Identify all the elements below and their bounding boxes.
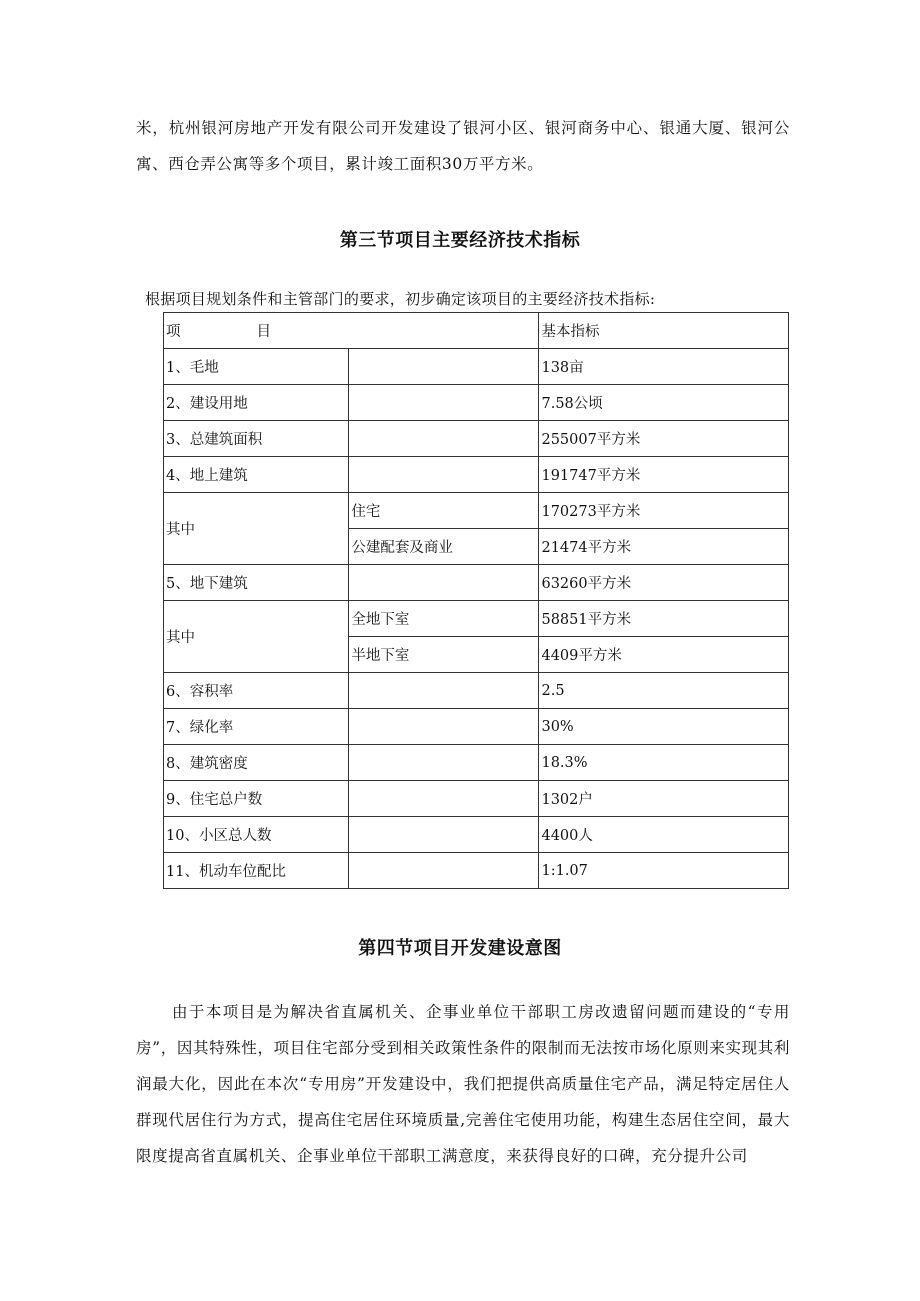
design-intent-paragraph: 由于本项目是为解决省直属机关、企事业单位干部职工房改遗留问题而建设的“专用房”，因其特殊性，项目住宅部分受到相关政策性条件的限制而无法按市场化原则来实现其利润最大化，因此在本次“专用房”开发建设中，我们把提供高质量住宅产品，满足特定居住人群现代居住行为方式，提高住宅居住环境质量,完善住宅使用功能，构建生态居住空间，最大限度提高省直属机关、企事业单位干部职工满意度，来获得良好的口碑，充分提升公司: [136, 1003, 790, 1165]
table-row: [164, 349, 789, 385]
row-empty-cell: [349, 565, 539, 601]
row-item-cell: 5、地下建筑: [164, 565, 349, 601]
row-item-cell: 6、容积率: [164, 673, 349, 709]
sub-item-cell: 公建配套及商业: [349, 529, 539, 565]
row-value-cell: 18.3%: [539, 745, 789, 781]
table-row: [164, 457, 789, 493]
table-row: [164, 781, 789, 817]
row-empty-cell: [349, 421, 539, 457]
table-header-row: [164, 313, 789, 349]
indicators-table: [163, 312, 789, 889]
row-value-cell: 255007平方米: [539, 421, 789, 457]
table-row: [164, 853, 789, 889]
table-intro-text: 根据项目规划条件和主管部门的要求，初步确定该项目的主要经济技术指标:: [145, 290, 656, 308]
row-empty-cell: [349, 349, 539, 385]
table-row: [164, 565, 789, 601]
table-row: [164, 493, 789, 529]
header-value-cell: 基本指标: [539, 313, 789, 349]
intro-paragraph: 米，杭州银河房地产开发有限公司开发建设了银河小区、银河商务中心、银通大厦、银河公寓、西仓弄公寓等多个项目，累计竣工面积30万平方米。: [136, 119, 790, 173]
header-item-cell: [164, 313, 539, 349]
row-empty-cell: [349, 745, 539, 781]
row-item-cell: 10、小区总人数: [164, 817, 349, 853]
table-row: [164, 385, 789, 421]
row-empty-cell: [349, 673, 539, 709]
row-value-cell: 63260平方米: [539, 565, 789, 601]
row-value-cell: 170273平方米: [539, 493, 789, 529]
row-empty-cell: [349, 853, 539, 889]
row-value-cell: 191747平方米: [539, 457, 789, 493]
row-value-cell: 4400人: [539, 817, 789, 853]
table-row: [164, 817, 789, 853]
row-empty-cell: [349, 709, 539, 745]
row-item-cell: 8、建筑密度: [164, 745, 349, 781]
section-3-heading: 第三节项目主要经济技术指标: [339, 230, 581, 251]
row-item-cell: 9、住宅总户数: [164, 781, 349, 817]
row-value-cell: 58851平方米: [539, 601, 789, 637]
row-value-cell: 1:1.07: [539, 853, 789, 889]
header-item-char-1: 项: [166, 324, 181, 340]
row-item-cell: 2、建设用地: [164, 385, 349, 421]
row-item-cell: 4、地上建筑: [164, 457, 349, 493]
group-label-cell: 其中: [164, 493, 349, 565]
row-value-cell: 30%: [539, 709, 789, 745]
row-value-cell: 2.5: [539, 673, 789, 709]
section-4-heading: 第四节项目开发建设意图: [358, 938, 562, 959]
row-empty-cell: [349, 457, 539, 493]
row-value-cell: 1302户: [539, 781, 789, 817]
table-row: [164, 673, 789, 709]
row-empty-cell: [349, 385, 539, 421]
group-label-cell: 其中: [164, 601, 349, 673]
row-item-cell: 7、绿化率: [164, 709, 349, 745]
table-row: [164, 745, 789, 781]
sub-item-cell: 全地下室: [349, 601, 539, 637]
table-row: [164, 421, 789, 457]
row-item-cell: 1、毛地: [164, 349, 349, 385]
row-value-cell: 138亩: [539, 349, 789, 385]
row-value-cell: 4409平方米: [539, 637, 789, 673]
header-item-char-2: 目: [256, 324, 271, 340]
row-item-cell: 11、机动车位配比: [164, 853, 349, 889]
table-row: [164, 709, 789, 745]
sub-item-cell: 住宅: [349, 493, 539, 529]
row-value-cell: 7.58公顷: [539, 385, 789, 421]
row-empty-cell: [349, 781, 539, 817]
row-value-cell: 21474平方米: [539, 529, 789, 565]
row-empty-cell: [349, 817, 539, 853]
table-row: [164, 601, 789, 637]
row-item-cell: 3、总建筑面积: [164, 421, 349, 457]
sub-item-cell: 半地下室: [349, 637, 539, 673]
